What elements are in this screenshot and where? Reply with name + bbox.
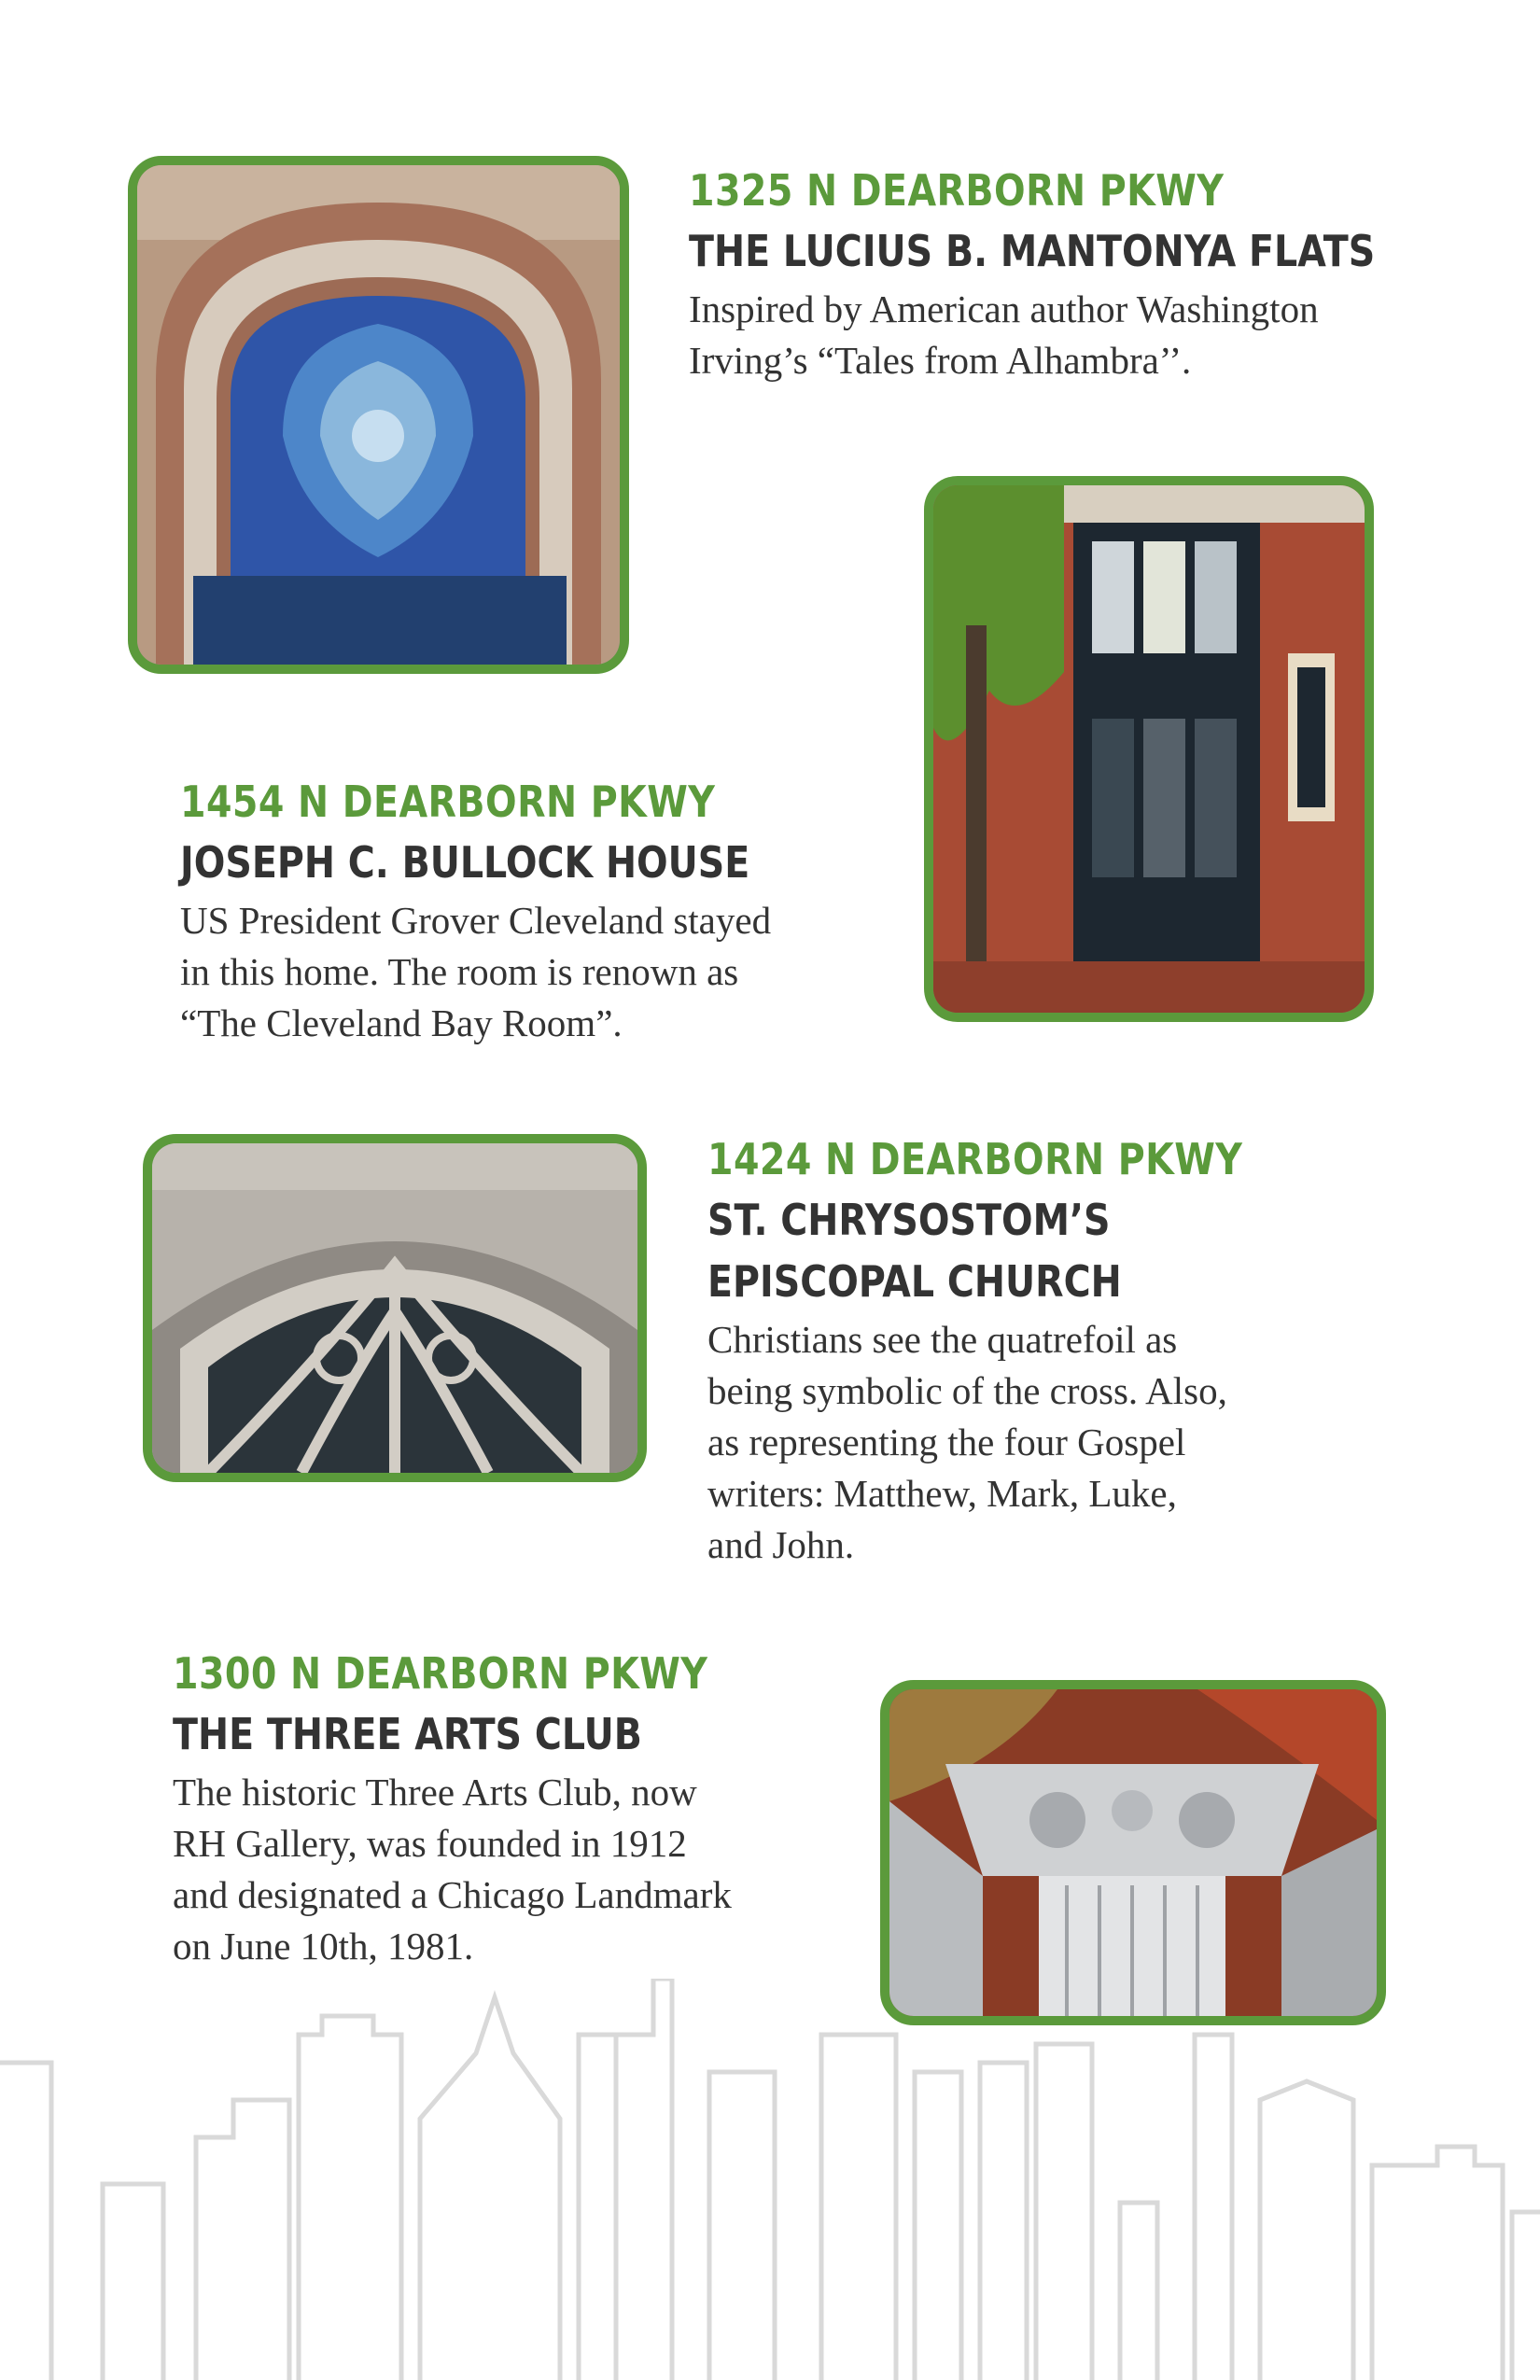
entry-address: 1424 N DEARBORN PKWY (707, 1134, 1243, 1184)
entry-mantonya-flats (689, 161, 1487, 386)
entry-building-name: THE THREE ARTS CLUB (173, 1709, 642, 1759)
entry-bullock-house (180, 772, 843, 1049)
entry-description: The historic Three Arts Club, now RH Gallery, was founded in 1912 and designated a Chicago Landmark on June 10th, 1981. (173, 1771, 732, 1967)
entry-st-chrysostoms (707, 1129, 1330, 1571)
entry-address: 1300 N DEARBORN PKWY (173, 1648, 708, 1699)
entry-three-arts-club (173, 1644, 795, 1972)
gothic-church-window-photo (143, 1134, 647, 1482)
ornate-column-capital-photo (880, 1680, 1386, 2025)
entry-building-name: JOSEPH C. BULLOCK HOUSE (180, 837, 750, 888)
brick-bay-window-house-photo (924, 476, 1374, 1022)
entry-address: 1454 N DEARBORN PKWY (180, 777, 716, 827)
entry-description: Christians see the quatrefoil as being symbolic of the cross. Also, as representing the four Gospel writers: Matthew, Mark, Luke, and John. (707, 1318, 1227, 1566)
entry-description: US President Grover Cleveland stayed in this home. The room is renown as “The Cleveland Bay Room”. (180, 899, 772, 1044)
stained-glass-window-photo (128, 156, 629, 674)
entry-building-name: THE LUCIUS B. MANTONYA FLATS (689, 226, 1376, 276)
skyline-outline-graphic (0, 1979, 1540, 2380)
entry-building-name-line-2: EPISCOPAL CHURCH (707, 1256, 1122, 1307)
entry-address: 1325 N DEARBORN PKWY (689, 165, 1225, 216)
entry-description: Inspired by American author Washington Irving’s “Tales from Alhambra’’. (689, 287, 1319, 382)
entry-building-name: ST. CHRYSOSTOM’S (707, 1195, 1111, 1245)
